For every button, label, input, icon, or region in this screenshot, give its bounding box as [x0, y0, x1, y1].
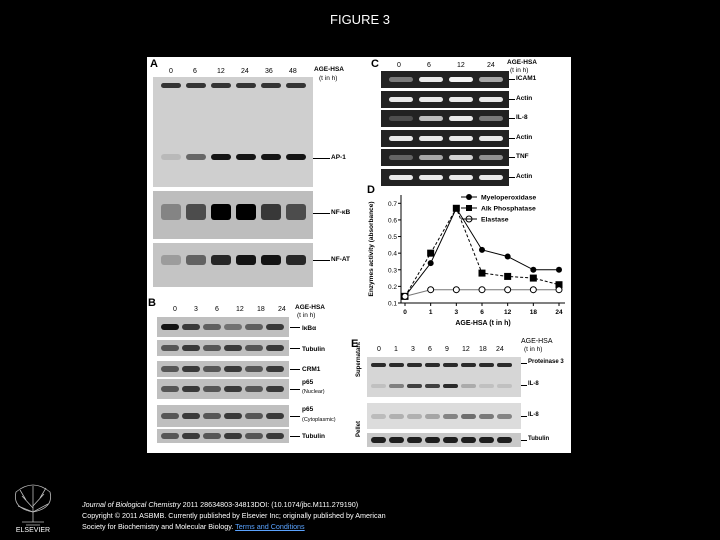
panel-a-ap1-band-1: [186, 154, 206, 160]
panel-e-pellet-band-1: [389, 414, 404, 419]
panel-b-band-0-4: [245, 324, 263, 330]
panel-e-p3-band-0: [371, 363, 386, 367]
panel-d-point-2-3: [479, 287, 485, 293]
panel-c-arrow-1: [509, 99, 515, 100]
panel-e-lane-4: 9: [445, 346, 449, 353]
panel-b-band-3-0: [161, 386, 179, 392]
panel-b-band-1-2: [203, 345, 221, 351]
panel-c-band-label-0: ICAM1: [516, 75, 537, 82]
panel-d-xtick-label-6: 24: [555, 309, 563, 316]
panel-e-tubulin-band-0: [371, 437, 386, 443]
panel-a-band-nfkb: NF-κB: [331, 209, 351, 216]
panel-d-point-0-1: [428, 260, 434, 266]
panel-d-point-2-4: [505, 287, 511, 293]
panel-c-band-3-3: [479, 136, 503, 141]
panel-e-band-label-3: Tubulin: [528, 436, 550, 442]
panel-b-arrow-1: [290, 348, 300, 349]
panel-a-ap1-band-2: [211, 154, 231, 160]
panel-c-band-4-1: [419, 155, 443, 160]
journal-name: Journal of Biological Chemistry: [82, 500, 181, 509]
panel-e-treatment: AGE-HSA: [521, 338, 553, 345]
panel-c-lane-3: 24: [487, 62, 495, 69]
panel-b-band-0-0: [161, 324, 179, 330]
panel-c-band-4-3: [479, 155, 503, 160]
panel-a-lane-0: 0: [169, 68, 173, 75]
panel-d-legend-label-1: Alk Phosphatase: [481, 205, 536, 213]
panel-a-gel-ap1: [153, 77, 313, 187]
panel-b-band-0-5: [266, 324, 284, 330]
panel-b-band-4-4: [245, 413, 263, 419]
panel-b-band-2-4: [245, 366, 263, 372]
panel-a-top-band-5: [286, 83, 306, 88]
panel-b-band-label-0: IκBα: [302, 325, 317, 332]
panel-b-lane-0: 0: [173, 306, 177, 313]
panel-a-lane-4: 36: [265, 68, 273, 75]
panel-e-lane-7: 24: [496, 346, 504, 353]
panel-e-il8-band-2: [407, 384, 422, 388]
panel-e-band-label-2: IL-8: [528, 412, 539, 418]
panel-c-band-2-0: [389, 116, 413, 121]
panel-d-ytick-label-2: 0.3: [387, 267, 397, 275]
panel-e-p3-band-3: [425, 363, 440, 367]
panel-c-band-1-1: [419, 97, 443, 102]
publisher-name: ELSEVIER: [15, 527, 51, 534]
panel-e-group-pellet: Pellet: [356, 420, 362, 437]
panel-e-p3-band-7: [497, 363, 512, 367]
panel-b-band-label-1: Tubulin: [302, 346, 325, 353]
panel-b-band-label-6: (Cytoplasmic): [302, 417, 336, 423]
panel-a-top-band-0: [161, 83, 181, 88]
panel-b-band-0-1: [182, 324, 200, 330]
panel-b-band-5-0: [161, 433, 179, 439]
panel-c-band-2-1: [419, 116, 443, 121]
panel-a-top-band-3: [236, 83, 256, 88]
panel-d-point-1-1: [427, 250, 434, 257]
panel-a-lane-5: 48: [289, 68, 297, 75]
panel-d-legend-label-0: Myeloperoxidase: [481, 194, 537, 202]
panel-e-band-label-0: Proteinase 3: [528, 359, 564, 365]
panel-a-top-band-2: [211, 83, 231, 88]
panel-e-il8-band-7: [497, 384, 512, 388]
panel-a-arrow-nfat: [313, 260, 330, 261]
panel-b-band-2-2: [203, 366, 221, 372]
panel-a-nfat-band-3: [236, 255, 256, 265]
panel-d-ytick-label-6: 0.7: [387, 200, 397, 208]
panel-d-point-0-5: [530, 267, 536, 273]
panel-c-arrow-5: [509, 177, 515, 178]
panel-c-band-1-2: [449, 97, 473, 102]
panel-c-band-5-1: [419, 175, 443, 180]
panel-b-arrow-4: [290, 416, 300, 417]
panel-d-point-0-4: [505, 253, 511, 259]
panel-e-pellet-band-0: [371, 414, 386, 419]
panel-d-ytick-label-5: 0.6: [387, 217, 397, 225]
panel-e-il8-band-5: [461, 384, 476, 388]
panel-d-point-1-3: [479, 270, 486, 277]
panel-e-pellet-band-6: [479, 414, 494, 419]
panel-c-unit: (t in h): [510, 67, 529, 74]
panel-d-ytick-label-3: 0.4: [387, 250, 397, 258]
panel-e-pellet-band-2: [407, 414, 422, 419]
panel-e-p3-band-2: [407, 363, 422, 367]
panel-a-lane-2: 12: [217, 68, 225, 75]
panel-e-pellet-band-3: [425, 414, 440, 419]
panel-c-arrow-0: [509, 79, 515, 80]
panel-b-band-2-3: [224, 366, 242, 372]
panel-a-lane-1: 6: [193, 68, 197, 75]
panel-e-arrow-2: [521, 416, 527, 417]
panel-e-tubulin-band-6: [479, 437, 494, 443]
panel-b-arrow-5: [290, 436, 300, 437]
panel-b-label: B: [148, 297, 156, 309]
panel-a-nfat-band-2: [211, 255, 231, 265]
panel-d-legend-label-2: Elastase: [481, 216, 509, 224]
panel-b-band-4-2: [203, 413, 221, 419]
panel-b-band-1-4: [245, 345, 263, 351]
panel-d-point-2-6: [556, 287, 562, 293]
panel-e-lane-3: 6: [428, 346, 432, 353]
panel-b-band-5-5: [266, 433, 284, 439]
panel-b-band-5-4: [245, 433, 263, 439]
panel-c-band-1-0: [389, 97, 413, 102]
citation-footer: [82, 499, 602, 532]
panel-a-ap1-band-3: [236, 154, 256, 160]
panel-b-band-1-0: [161, 345, 179, 351]
panel-b-band-3-5: [266, 386, 284, 392]
panel-a-nfkb-band-1: [186, 204, 206, 220]
panel-a-ap1-band-0: [161, 154, 181, 160]
panel-b-band-label-3: p65: [302, 379, 314, 386]
panel-b-band-4-3: [224, 413, 242, 419]
panel-b-band-label-7: Tubulin: [302, 433, 325, 440]
panel-b-band-1-5: [266, 345, 284, 351]
panel-b-band-1-3: [224, 345, 242, 351]
panel-d-xtick-label-0: 0: [403, 309, 407, 316]
panel-b-band-3-1: [182, 386, 200, 392]
panel-b-band-label-4: (Nuclear): [302, 389, 325, 395]
panel-b-lane-5: 24: [278, 306, 286, 313]
panel-e-unit: (t in h): [524, 346, 543, 353]
panel-c-band-0-2: [449, 77, 473, 82]
panel-c-band-label-5: Actin: [516, 172, 533, 180]
panel-b-band-5-2: [203, 433, 221, 439]
panel-a-lane-3: 24: [241, 68, 249, 75]
panel-e-il8-band-0: [371, 384, 386, 388]
copyright-text: Copyright © 2011 ASBMB. Currently published by Elsevier Inc; originally published by American: [82, 511, 386, 520]
panel-e-pellet-band-7: [497, 414, 512, 419]
panel-c-band-label-3: Actin: [516, 133, 533, 141]
panel-b-band-3-2: [203, 386, 221, 392]
panel-a-nfkb-band-3: [236, 204, 256, 220]
panel-c-band-3-0: [389, 136, 413, 141]
panel-d-point-1-5: [530, 275, 537, 282]
panel-e-il8-band-6: [479, 384, 494, 388]
panel-c-band-2-2: [449, 116, 473, 121]
panel-c-band-2-3: [479, 116, 503, 121]
panel-e-arrow-3: [521, 440, 527, 441]
panel-b-lane-4: 18: [257, 306, 265, 313]
panel-d-label: D: [367, 185, 375, 196]
panel-d-ytick-label-4: 0.5: [387, 234, 397, 242]
panel-c-lane-1: 6: [427, 62, 431, 69]
panel-b-treatment: AGE-HSA: [295, 304, 325, 311]
panel-d-ylabel: Enzymes activity (absorbance): [368, 201, 375, 297]
panel-a-nfat-band-4: [261, 255, 281, 265]
figure-panel: [147, 57, 571, 453]
panel-c-band-4-0: [389, 155, 413, 160]
panel-e-arrow-0: [521, 363, 527, 364]
panel-c-lane-0: 0: [397, 62, 401, 69]
panel-e-il8-band-3: [425, 384, 440, 388]
panel-a-nfat-band-5: [286, 255, 306, 265]
panel-e-il8-band-1: [389, 384, 404, 388]
panel-c-arrow-3: [509, 138, 515, 139]
panel-c-arrow-4: [509, 157, 515, 158]
panel-d-point-2-1: [428, 287, 434, 293]
panel-d-point-2-0: [402, 293, 408, 299]
panel-c-band-3-2: [449, 136, 473, 141]
panel-e-tubulin-band-2: [407, 437, 422, 443]
panel-b-band-4-0: [161, 413, 179, 419]
panel-a-unit: (t in h): [319, 75, 338, 82]
panel-d-xtick-label-1: 1: [428, 309, 433, 316]
panel-a-treatment: AGE-HSA: [314, 66, 344, 73]
panel-a-nfkb-band-4: [261, 204, 281, 220]
panel-a-arrow-nfkb: [313, 213, 330, 214]
panel-e-tubulin-band-4: [443, 437, 458, 443]
panel-d-point-2-5: [530, 287, 536, 293]
panel-d-xlabel: AGE-HSA (t in h): [455, 320, 511, 327]
panel-e-lane-5: 12: [462, 346, 470, 353]
panel-c-band-0-0: [389, 77, 413, 82]
panel-e-p3-band-4: [443, 363, 458, 367]
panel-e-lane-2: 3: [411, 346, 415, 353]
panel-e-group-supernatant: Supernatant: [356, 341, 362, 377]
panel-d-xtick-label-5: 18: [529, 309, 537, 316]
panel-e-tubulin-band-3: [425, 437, 440, 443]
panel-b-band-0-2: [203, 324, 221, 330]
panel-c-band-5-0: [389, 175, 413, 180]
panel-a-band-nfat: NF-AT: [331, 256, 351, 263]
panel-e-pellet-band-5: [461, 414, 476, 419]
panel-a-nfkb-band-0: [161, 204, 181, 220]
panel-b-band-3-3: [224, 386, 242, 392]
panel-b-arrow-3: [290, 389, 300, 390]
panel-b-band-4-5: [266, 413, 284, 419]
panel-e-band-label-1: IL-8: [528, 381, 539, 387]
terms-link[interactable]: Terms and Conditions: [235, 522, 305, 531]
panel-a-nfat-band-0: [161, 255, 181, 265]
panel-b-band-2-0: [161, 366, 179, 372]
panel-c-band-4-2: [449, 155, 473, 160]
panel-c-treatment: AGE-HSA: [507, 59, 537, 66]
panel-b-arrow-0: [290, 327, 300, 328]
panel-e-lane-6: 18: [479, 346, 487, 353]
panel-a-ap1-band-5: [286, 154, 306, 160]
panel-d-xtick-label-2: 3: [454, 309, 459, 316]
panel-c-band-label-4: TNF: [516, 153, 529, 160]
panel-b-lane-2: 6: [215, 306, 219, 313]
panel-d-xtick-label-4: 12: [504, 309, 512, 316]
panel-d-ytick-label-1: 0.2: [387, 283, 397, 291]
panel-d-point-0-3: [479, 247, 485, 253]
panel-a-label: A: [150, 58, 158, 70]
panel-d-point-1-2: [453, 205, 460, 212]
panel-e-p3-band-5: [461, 363, 476, 367]
panel-b-band-2-5: [266, 366, 284, 372]
panel-a-nfkb-band-2: [211, 204, 231, 220]
panel-b-band-5-3: [224, 433, 242, 439]
panel-a-ap1-band-4: [261, 154, 281, 160]
panel-c-band-label-2: IL-8: [516, 114, 528, 121]
panel-e-lane-0: 0: [377, 346, 381, 353]
panel-b-band-label-5: p65: [302, 406, 314, 413]
panel-d-point-2-2: [453, 287, 459, 293]
panel-e-label: E: [351, 338, 359, 350]
panel-a-arrow-ap1: [313, 158, 330, 159]
panel-e-il8-band-4: [443, 384, 458, 388]
panel-d-ytick-label-0: 0.1: [387, 300, 397, 308]
panel-a-band-ap1: AP-1: [331, 154, 346, 161]
panel-b-band-0-3: [224, 324, 242, 330]
panel-e-tubulin-band-1: [389, 437, 404, 443]
panel-e-pellet-band-4: [443, 414, 458, 419]
panel-b-band-5-1: [182, 433, 200, 439]
panel-c-band-label-1: Actin: [516, 94, 533, 102]
panel-e-tubulin-band-7: [497, 437, 512, 443]
panel-c-band-1-3: [479, 97, 503, 102]
panel-e-arrow-1: [521, 385, 527, 386]
panel-c-arrow-2: [509, 118, 515, 119]
panel-c-band-0-1: [419, 77, 443, 82]
panel-a-nfkb-band-5: [286, 204, 306, 220]
panel-b-band-2-1: [182, 366, 200, 372]
panel-d-xtick-label-3: 6: [480, 309, 484, 316]
panel-b-unit: (t in h): [297, 312, 316, 319]
panel-c-band-3-1: [419, 136, 443, 141]
panel-c-lane-2: 12: [457, 62, 465, 69]
panel-e-p3-band-1: [389, 363, 404, 367]
panel-c-label: C: [371, 58, 379, 70]
panel-a-top-band-1: [186, 83, 206, 88]
panel-d-chart: [365, 185, 571, 333]
figure-title: FIGURE 3: [330, 12, 390, 27]
panel-b-band-3-4: [245, 386, 263, 392]
panel-c-band-5-3: [479, 175, 503, 180]
panel-c-band-5-2: [449, 175, 473, 180]
panel-d-point-0-6: [556, 267, 562, 273]
citation-text: 2011 28634803-34813DOI: (10.1074/jbc.M111.279190): [180, 500, 359, 509]
panel-b-arrow-2: [290, 369, 300, 370]
panel-a-nfat-band-1: [186, 255, 206, 265]
panel-b-lane-1: 3: [194, 306, 198, 313]
panel-c-band-0-3: [479, 77, 503, 82]
panel-e-p3-band-6: [479, 363, 494, 367]
panel-e-tubulin-band-5: [461, 437, 476, 443]
panel-a-gel-nfat: [153, 243, 313, 287]
elsevier-logo: [8, 478, 58, 534]
panel-b-band-4-1: [182, 413, 200, 419]
panel-a-top-band-4: [261, 83, 281, 88]
society-text: Society for Biochemistry and Molecular Biology.: [82, 522, 236, 531]
panel-b-band-1-1: [182, 345, 200, 351]
panel-e-lane-1: 1: [394, 346, 398, 353]
panel-d-point-1-4: [504, 273, 511, 280]
panel-b-band-label-2: CRM1: [302, 366, 321, 373]
panel-b-lane-3: 12: [236, 306, 244, 313]
